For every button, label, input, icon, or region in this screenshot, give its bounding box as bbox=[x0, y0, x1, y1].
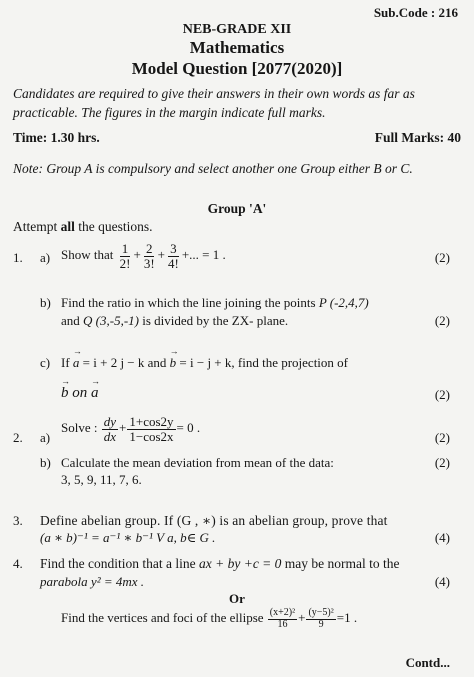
continued-label: Contd... bbox=[405, 655, 450, 670]
q2b-data: 3, 5, 9, 11, 7, 6. bbox=[61, 472, 142, 487]
q1a-f3-den: 4! bbox=[168, 255, 179, 271]
q2a-marks: (2) bbox=[434, 430, 450, 445]
q1a-tail: +... = 1 . bbox=[181, 247, 226, 263]
q1b-and: and bbox=[61, 313, 80, 328]
model-title: Model Question [2077(2020)] bbox=[131, 59, 343, 78]
q2b-label: b) bbox=[40, 455, 51, 470]
board-title: NEB-GRADE XII bbox=[182, 22, 292, 37]
time-allowed: Time: 1.30 hrs. bbox=[13, 130, 100, 145]
q1c-marks: (2) bbox=[434, 387, 450, 402]
q4-parabola: parabola y² = 4mx . bbox=[40, 574, 145, 589]
q1c-tail: find the projection of bbox=[237, 355, 348, 370]
q4-alt-eq: =1 . bbox=[336, 609, 358, 625]
q1a-f1-num: 1 bbox=[121, 241, 129, 256]
q1a-f3-num: 3 bbox=[170, 241, 177, 256]
q2a-label: a) bbox=[40, 430, 51, 445]
q4-text2: may be normal to the bbox=[284, 556, 400, 571]
q2a-cos-fraction bbox=[127, 415, 175, 443]
q1a-text: Show that bbox=[61, 247, 114, 263]
note: Note: Group A is compulsory and select another one Group either B or C. bbox=[13, 161, 413, 176]
q1c-line1 bbox=[61, 355, 348, 371]
q4-number: 4. bbox=[13, 556, 23, 571]
q3-number: 3. bbox=[13, 513, 23, 528]
q1c-line2 bbox=[61, 385, 99, 402]
or-separator: Or bbox=[229, 591, 245, 606]
q1a-frac3 bbox=[166, 242, 181, 270]
q1a-frac2 bbox=[142, 242, 157, 270]
instructions: Candidates are required to give their answers in their own words as far as practicable. The figures in the margin indicate full marks. bbox=[13, 86, 415, 120]
q4-marks: (4) bbox=[434, 574, 450, 589]
q1-number: 1. bbox=[13, 250, 23, 265]
q4-alternative: Find the vertices and foci of the ellipse $\frac{\text{(x+2)²}}{16}$ + $\frac{\text{(y−5)²}}{9}$ =1 . bbox=[61, 607, 358, 630]
q2-number: 2. bbox=[13, 430, 23, 445]
q4-alt-d1: 16 bbox=[277, 618, 288, 630]
q4-line1 bbox=[40, 556, 400, 572]
q1a-marks: (2) bbox=[434, 250, 450, 265]
q2a-den: 1−cos2x bbox=[129, 428, 174, 444]
q2a-dy: dy bbox=[103, 414, 117, 429]
q1a-statement: Show that $\frac{1}{2!}$ + $\frac{2}{3!}$ + $\frac{3}{4!}$ +... = 1 . bbox=[61, 241, 226, 271]
q2a-text: Solve : bbox=[61, 420, 98, 436]
q4-alt-n2: (y−5)² bbox=[308, 607, 334, 618]
q4-alt-n1: (x+2)² bbox=[269, 607, 296, 618]
q2a-dx: dx bbox=[103, 428, 117, 444]
q4-text: Find the condition that a line bbox=[40, 556, 196, 571]
q2b-text: Calculate the mean deviation from mean of the data: bbox=[61, 455, 334, 470]
attempt-bold: all bbox=[60, 219, 75, 234]
q1a-f2-den: 3! bbox=[143, 255, 155, 271]
q1c-line2-a: → a bbox=[91, 385, 99, 402]
q1c-if: If bbox=[61, 355, 70, 370]
q1a-frac1 bbox=[118, 242, 133, 270]
q1c-line2-b: → b bbox=[61, 385, 69, 402]
q3-formula: (a ∗ b)⁻¹ = a⁻¹ ∗ b⁻¹ V a, b∈ G . bbox=[40, 530, 216, 545]
q1c-label: c) bbox=[40, 355, 51, 370]
q4-alt-frac1 bbox=[268, 608, 297, 630]
q4-alt-text: Find the vertices and foci of the ellipse bbox=[61, 609, 264, 625]
q1c-and: and bbox=[147, 355, 167, 370]
q4-line-equation: ax + by +c = 0 bbox=[198, 556, 282, 571]
q1a-f2-num: 2 bbox=[145, 241, 153, 256]
q1a-label: a) bbox=[40, 250, 51, 265]
q1b-line2-text: is divided by the ZX- plane. bbox=[142, 313, 289, 328]
q2a-eq: = 0 . bbox=[176, 420, 201, 436]
q1b-line1-text: Find the ratio in which the line joining the points bbox=[61, 295, 316, 310]
q1b-point-p: P (-2,4,7) bbox=[318, 295, 369, 310]
attempt-post: the questions. bbox=[74, 219, 153, 234]
full-marks: Full Marks: 40 bbox=[374, 130, 461, 145]
q1b-point-q: Q (3,-5,-1) bbox=[83, 313, 139, 328]
q1c-b-definition: = i − j + k, bbox=[179, 355, 235, 370]
q1b-marks: (2) bbox=[434, 313, 450, 328]
q2a-statement: Solve : $\frac{dy}{dx}$ + $\frac{1+\cos 2y}{1-\cos 2x}$ = 0 . bbox=[61, 414, 201, 444]
q4-alt-d2: 9 bbox=[318, 618, 324, 630]
q1a-f1-den: 2! bbox=[119, 255, 131, 271]
q2a-num: 1+cos2y bbox=[129, 414, 174, 429]
q1c-a-definition: = i + 2 j − k bbox=[82, 355, 145, 370]
q4-alt-frac2 bbox=[306, 608, 335, 630]
attempt-instruction bbox=[13, 219, 153, 235]
q1b-line2 bbox=[61, 313, 288, 329]
q1c-vector-a: → a bbox=[73, 355, 80, 371]
q1b-line1 bbox=[61, 295, 369, 311]
q1b-label: b) bbox=[40, 295, 51, 310]
subject-code: Sub.Code : 216 bbox=[373, 5, 458, 20]
q1c-line2-on: on bbox=[72, 385, 88, 401]
attempt-pre: Attempt bbox=[13, 219, 61, 234]
q3-marks: (4) bbox=[434, 530, 450, 545]
q2b-marks: (2) bbox=[434, 455, 450, 470]
q3-text: Define abelian group. If (G , ∗) is an abelian group, prove that bbox=[40, 513, 388, 528]
group-title: Group 'A' bbox=[207, 201, 267, 216]
subject-title: Mathematics bbox=[189, 38, 285, 57]
q2a-dydx bbox=[102, 415, 118, 443]
q1c-vector-b: → b bbox=[170, 355, 177, 371]
